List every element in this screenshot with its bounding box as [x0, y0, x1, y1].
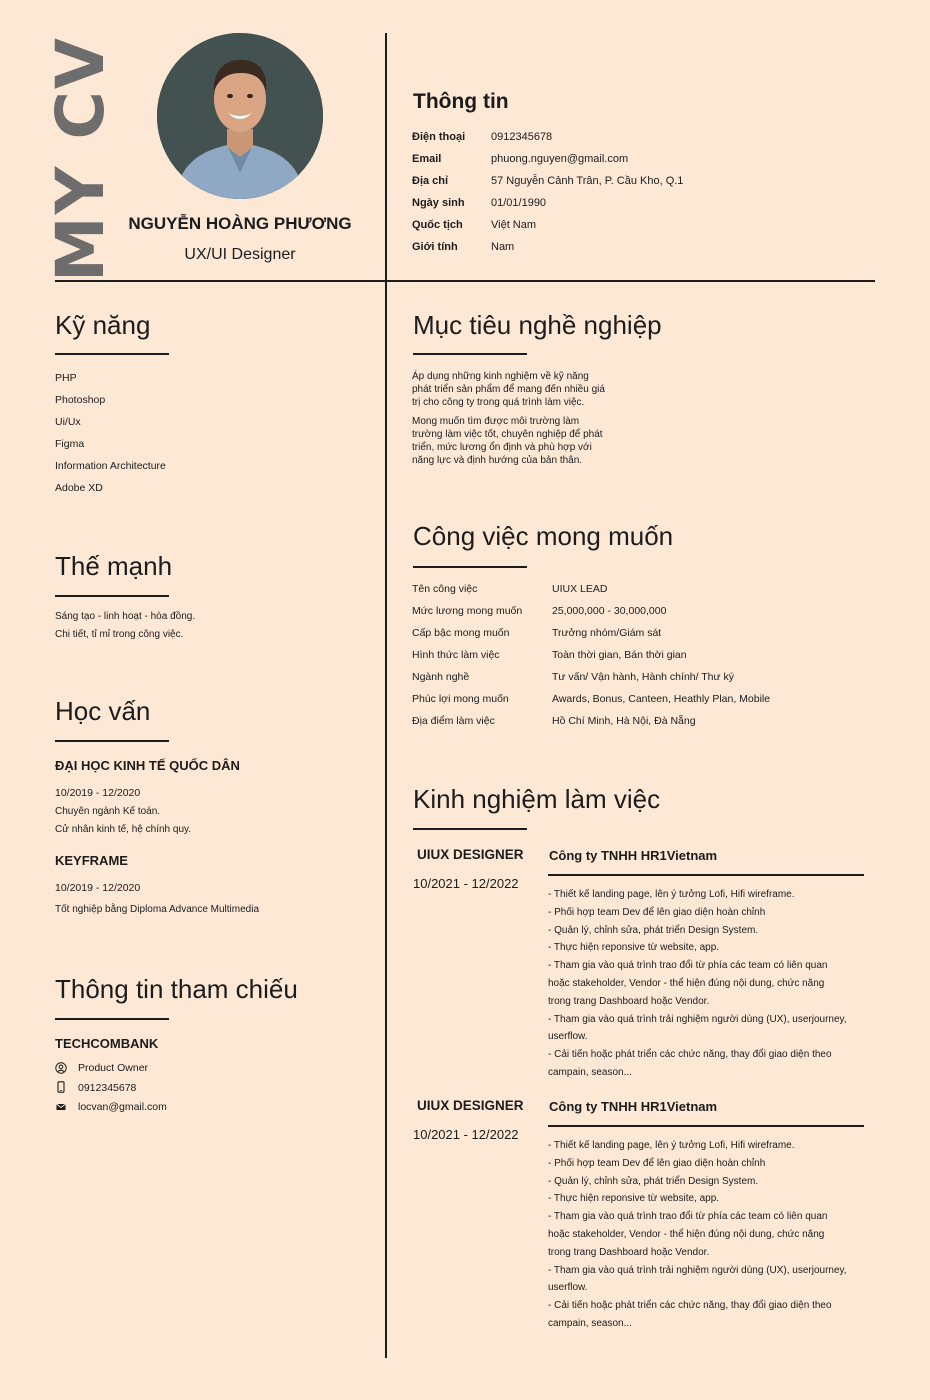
job-bullet: - Tham gia vào quá trình trải nghiệm người dùng (UX), userjourney,: [548, 1013, 847, 1025]
candidate-role: UX/UI Designer: [184, 246, 296, 263]
job-divider: [548, 874, 864, 876]
job-bullets: [548, 1137, 878, 1333]
info-label: Ngày sinh: [412, 197, 465, 209]
job-bullet: - Quản lý, chỉnh sửa, phát triển Design System.: [548, 924, 759, 936]
skill-item: Figma: [55, 438, 85, 450]
info-value: 01/01/1990: [491, 197, 547, 209]
info-label: Quốc tịch: [412, 219, 463, 231]
job-title: UIUX DESIGNER: [417, 847, 524, 862]
desired-value: 25,000,000 - 30,000,000: [552, 605, 667, 617]
info-value: 0912345678: [491, 131, 553, 143]
desired-label: Phúc lợi mong muốn: [412, 693, 509, 705]
objective-line: trị cho công ty trong quá trình làm việc.: [412, 397, 585, 408]
objective-line: triển, mức lương ổn định và phù hợp với: [412, 442, 592, 453]
job-bullet: - Tham gia vào quá trình trao đổi từ phía các team có liên quan: [548, 1211, 828, 1223]
job-bullet: userflow.: [548, 1282, 588, 1294]
edu-line: Tốt nghiệp bằng Diploma Advance Multimedia: [55, 904, 260, 915]
skill-item: PHP: [55, 372, 77, 384]
job-bullet: hoặc stakeholder, Vendor - thể hiện đúng nội dung, chức năng: [548, 1228, 825, 1240]
skills-title: Kỹ năng: [55, 310, 151, 340]
objective-line: Mong muốn tìm được môi trường làm: [412, 416, 580, 427]
job-bullets: [548, 886, 878, 1082]
desired-label: Mức lương mong muốn: [412, 605, 523, 617]
desired-value: Trưởng nhóm/Giám sát: [552, 627, 662, 639]
job-bullet: - Thiết kế landing page, lên ý tưởng Lofi, Hifi wireframe.: [548, 889, 795, 900]
desired-label: Cấp bậc mong muốn: [412, 627, 510, 639]
strengths-underline: [55, 595, 169, 597]
info-label: Giới tính: [412, 241, 458, 253]
edu-line: Chuyên ngành Kế toán.: [55, 806, 161, 817]
info-label: Điện thoại: [412, 131, 466, 143]
job-bullet: - Quản lý, chỉnh sửa, phát triển Design System.: [548, 1175, 759, 1187]
vertical-divider: [385, 33, 387, 1358]
cv-badge: MY CV: [42, 36, 119, 282]
experience-title: Kinh nghiệm làm việc: [413, 784, 661, 814]
objective-line: năng lực và định hướng của bản thân.: [412, 455, 583, 466]
reference-phone: 0912345678: [78, 1082, 137, 1094]
desired-label: Ngành nghề: [412, 671, 470, 683]
job-bullet: trong trang Dashboard hoặc Vendor.: [548, 995, 710, 1007]
desired-label: Địa điểm làm việc: [412, 715, 495, 727]
desired-underline: [413, 566, 527, 568]
job-bullet: - Thực hiện reponsive từ website, app.: [548, 942, 720, 954]
job-company: Công ty TNHH HR1Vietnam: [549, 848, 718, 863]
job-bullet: hoặc stakeholder, Vendor - thể hiện đúng nội dung, chức năng: [548, 977, 825, 989]
reference-email[interactable]: locvan@gmail.com: [78, 1101, 167, 1113]
experience-underline: [413, 828, 527, 830]
job-bullet: - Tham gia vào quá trình trao đổi từ phía các team có liên quan: [548, 960, 828, 972]
objective-para2: [412, 415, 642, 467]
reference-position: Product Owner: [78, 1062, 149, 1074]
job-bullet: - Phối hợp team Dev để lên giao diện hoàn chỉnh: [548, 906, 766, 918]
job-bullet: - Phối hợp team Dev để lên giao diện hoàn chỉnh: [548, 1157, 766, 1169]
info-value: Việt Nam: [491, 219, 537, 231]
objective-para1: [412, 370, 642, 409]
info-value: phuong.nguyen@gmail.com: [491, 153, 629, 165]
desired-label: Hình thức làm việc: [412, 649, 500, 661]
strengths-title: Thế mạnh: [55, 551, 173, 581]
desired-title: Công việc mong muốn: [413, 521, 674, 551]
objective-line: Áp dụng những kinh nghiệm về kỹ năng: [412, 371, 589, 382]
job-period: 10/2021 - 12/2022: [413, 876, 519, 891]
objective-underline: [413, 353, 527, 355]
edu-period: 10/2019 - 12/2020: [55, 787, 141, 799]
skill-item: Information Architecture: [55, 460, 166, 472]
job-bullet: trong trang Dashboard hoặc Vendor.: [548, 1246, 710, 1258]
job-company: Công ty TNHH HR1Vietnam: [549, 1099, 718, 1114]
phone-icon: [55, 1081, 67, 1093]
job-title: UIUX DESIGNER: [417, 1098, 524, 1113]
desired-value: Tư vấn/ Vận hành, Hành chính/ Thư ký: [552, 671, 734, 683]
info-label: Email: [412, 153, 442, 165]
job-bullet: campain, season...: [548, 1317, 632, 1329]
edu-line: Cử nhân kinh tế, hệ chính quy.: [55, 824, 192, 835]
info-value: Nam: [491, 241, 515, 253]
objective-line: phát triển sản phẩm để mang đến nhiều giá: [412, 384, 605, 395]
skill-item: Photoshop: [55, 394, 106, 406]
desired-label: Tên công việc: [412, 583, 478, 595]
mail-icon: [55, 1101, 67, 1113]
candidate-name: NGUYỄN HOÀNG PHƯƠNG: [128, 214, 352, 233]
horizontal-divider-right: [387, 280, 875, 282]
skills-underline: [55, 353, 169, 355]
school-name: ĐẠI HỌC KINH TẾ QUỐC DÂN: [55, 758, 240, 773]
job-bullet: - Tham gia vào quá trình trải nghiệm người dùng (UX), userjourney,: [548, 1264, 847, 1276]
desired-value: Toàn thời gian, Bán thời gian: [552, 649, 687, 661]
strength-line: Chi tiết, tỉ mỉ trong công việc.: [55, 629, 184, 640]
reference-underline: [55, 1018, 169, 1020]
desired-value: Hồ Chí Minh, Hà Nội, Đà Nẵng: [552, 715, 696, 727]
avatar: [157, 33, 323, 199]
objective-title: Mục tiêu nghề nghiệp: [413, 310, 662, 340]
objective-line: trường làm việc tốt, chuyên nghiệp để phát: [412, 429, 603, 440]
info-value: 57 Nguyễn Cảnh Trân, P. Cầu Kho, Q.1: [491, 175, 684, 187]
info-title: Thông tin: [413, 90, 509, 113]
job-bullet: userflow.: [548, 1031, 588, 1043]
strength-line: Sáng tạo - linh hoạt - hòa đồng.: [55, 611, 196, 622]
job-bullet: - Cải tiến hoặc phát triển các chức năng, thay đổi giao diện theo: [548, 1300, 832, 1312]
job-bullet: - Thiết kế landing page, lên ý tưởng Lofi, Hifi wireframe.: [548, 1140, 795, 1151]
job-period: 10/2021 - 12/2022: [413, 1127, 519, 1142]
user-icon: [55, 1062, 67, 1074]
desired-value: UIUX LEAD: [552, 583, 608, 595]
school-name: KEYFRAME: [55, 853, 128, 868]
info-label: Địa chỉ: [412, 175, 449, 187]
desired-value: Awards, Bonus, Canteen, Heathly Plan, Mobile: [552, 693, 771, 705]
job-bullet: campain, season...: [548, 1066, 632, 1078]
skill-item: Adobe XD: [55, 482, 103, 494]
job-divider: [548, 1125, 864, 1127]
skill-item: Ui/Ux: [55, 416, 81, 428]
education-underline: [55, 740, 169, 742]
reference-company: TECHCOMBANK: [55, 1036, 159, 1051]
edu-period: 10/2019 - 12/2020: [55, 882, 141, 894]
job-bullet: - Thực hiện reponsive từ website, app.: [548, 1193, 720, 1205]
job-bullet: - Cải tiến hoặc phát triển các chức năng, thay đổi giao diện theo: [548, 1049, 832, 1061]
reference-title: Thông tin tham chiếu: [55, 974, 298, 1004]
education-title: Học vấn: [55, 696, 151, 726]
